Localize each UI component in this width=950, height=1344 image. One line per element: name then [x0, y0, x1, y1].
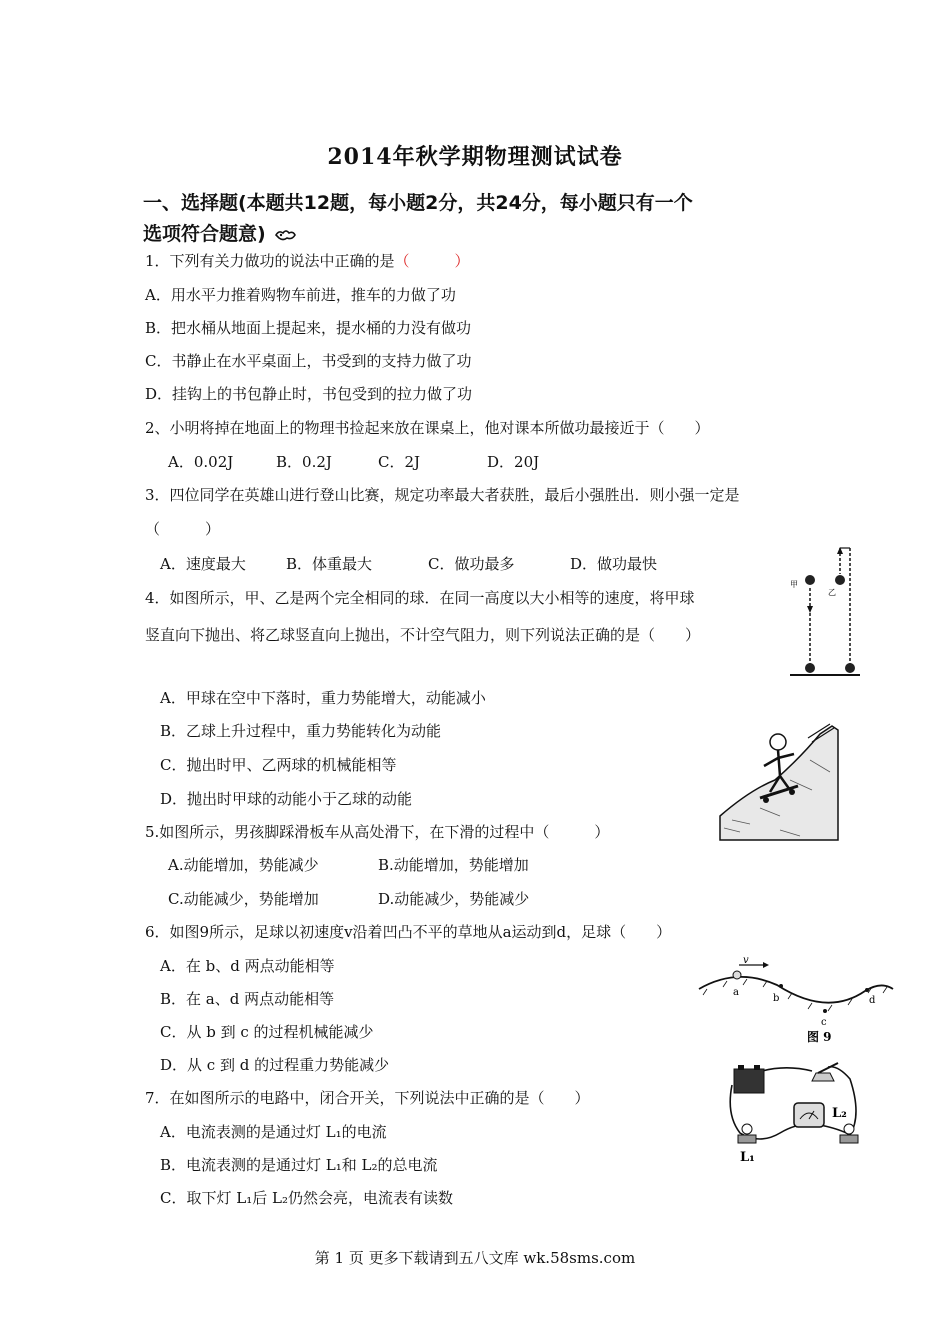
q1-option-b: B．把水桶从地面上提起来，提水桶的力没有做功: [145, 319, 472, 337]
q6-option-d: D．从 c 到 d 的过程重力势能减少: [160, 1056, 390, 1074]
section-heading-line2-text: 选项符合题意): [143, 223, 266, 245]
q4-balls-figure: [790, 540, 860, 680]
page-title: 2014年秋学期物理测试试卷: [327, 144, 623, 170]
q7-option-c: C．取下灯 L₁后 L₂仍然会亮，电流表有读数: [160, 1189, 453, 1207]
hand-pointer-icon: [275, 228, 297, 242]
q4-option-b: B．乙球上升过程中，重力势能转化为动能: [160, 722, 442, 740]
q1-option-d: D．挂钩上的书包静止时，书包受到的拉力做了功: [145, 385, 473, 403]
q5-option-b: B.动能增加，势能增加: [378, 856, 529, 874]
q7-option-b: B．电流表测的是通过灯 L₁和 L₂的总电流: [160, 1156, 438, 1174]
q1-option-a: A．用水平力推着购物车前进，推车的力做了功: [145, 286, 456, 304]
q4-stem-line1: 4．如图所示，甲、乙是两个完全相同的球．在同一高度以大小相等的速度，将甲球: [145, 589, 695, 607]
q6-option-c: C．从 b 到 c 的过程机械能减少: [160, 1023, 374, 1041]
section-heading-line1: 一、选择题(本题共12题，每小题2分，共24分，每小题只有一个: [143, 192, 693, 214]
q6-option-b: B．在 a、d 两点动能相等: [160, 990, 335, 1008]
q7-figure-label-l2: L₂: [832, 1106, 847, 1121]
q6-figure-label-v: v: [743, 955, 749, 966]
q3-option-a: A．速度最大: [160, 555, 246, 573]
q5-skateboard-figure: [720, 720, 838, 840]
q4-stem-line2: 竖直向下抛出、将乙球竖直向上抛出，不计空气阻力，则下列说法正确的是（ ）: [145, 626, 701, 644]
q7-stem: 7．在如图所示的电路中，闭合开关，下列说法中正确的是（ ）: [145, 1089, 590, 1107]
q6-figure-caption: 图 9: [807, 1030, 832, 1044]
q2-option-b: B．0.2J: [276, 453, 332, 471]
q1-stem-text: 1．下列有关力做功的说法中正确的是: [145, 252, 395, 270]
q6-stem: 6．如图9所示，足球以初速度v沿着凹凸不平的草地从a运动到d，足球（ ）: [145, 923, 672, 941]
q7-figure-label-l1: L₁: [740, 1150, 755, 1165]
q6-option-a: A．在 b、d 两点动能相等: [160, 957, 335, 975]
q3-stem: 3．四位同学在英雄山进行登山比赛，规定功率最大者获胜，最后小强胜出．则小强一定是: [145, 486, 740, 504]
q1-stem: [145, 250, 470, 271]
q2-option-c: C．2J: [378, 453, 421, 471]
q4-option-a: A．甲球在空中下落时，重力势能增大，动能减小: [160, 689, 486, 707]
q4-figure-label-jia: 甲: [790, 580, 798, 589]
q6-figure-label-c: c: [821, 1017, 827, 1028]
q7-option-a: A．电流表测的是通过灯 L₁的电流: [160, 1123, 387, 1141]
q5-option-d: D.动能减少，势能减少: [378, 890, 530, 908]
q3-option-d: D．做功最快: [570, 555, 658, 573]
q6-terrain-figure: [697, 955, 897, 1045]
q5-option-a: A.动能增加，势能减少: [168, 856, 319, 874]
q4-option-d: D．抛出时甲球的动能小于乙球的动能: [160, 790, 413, 808]
q1-option-c: C．书静止在水平桌面上，书受到的支持力做了功: [145, 352, 472, 370]
q2-stem: 2、小明将掉在地面上的物理书捡起来放在课桌上，他对课本所做功最接近于（ ）: [145, 419, 710, 437]
q3-paren: （ ）: [145, 520, 221, 538]
q1-paren: （ ）: [394, 252, 470, 270]
q6-figure-label-d: d: [869, 995, 876, 1006]
page-footer: 第 1 页 更多下载请到五八文库 wk.58sms.com: [314, 1249, 636, 1267]
q4-option-c: C．抛出时甲、乙两球的机械能相等: [160, 756, 397, 774]
q3-option-c: C．做功最多: [428, 555, 515, 573]
q5-stem: 5.如图所示，男孩脚踩滑板车从高处滑下，在下滑的过程中（ ）: [145, 823, 610, 841]
q6-figure-label-a: a: [733, 987, 739, 998]
q2-option-d: D．20J: [487, 453, 540, 471]
q5-option-c: C.动能减少，势能增加: [168, 890, 319, 908]
q2-option-a: A．0.02J: [168, 453, 234, 471]
section-heading-line2: [143, 219, 297, 246]
q6-figure-label-b: b: [773, 993, 780, 1004]
q3-option-b: B．体重最大: [286, 555, 373, 573]
q4-figure-label-yi: 乙: [828, 588, 836, 597]
q7-circuit-figure: [720, 1055, 870, 1165]
